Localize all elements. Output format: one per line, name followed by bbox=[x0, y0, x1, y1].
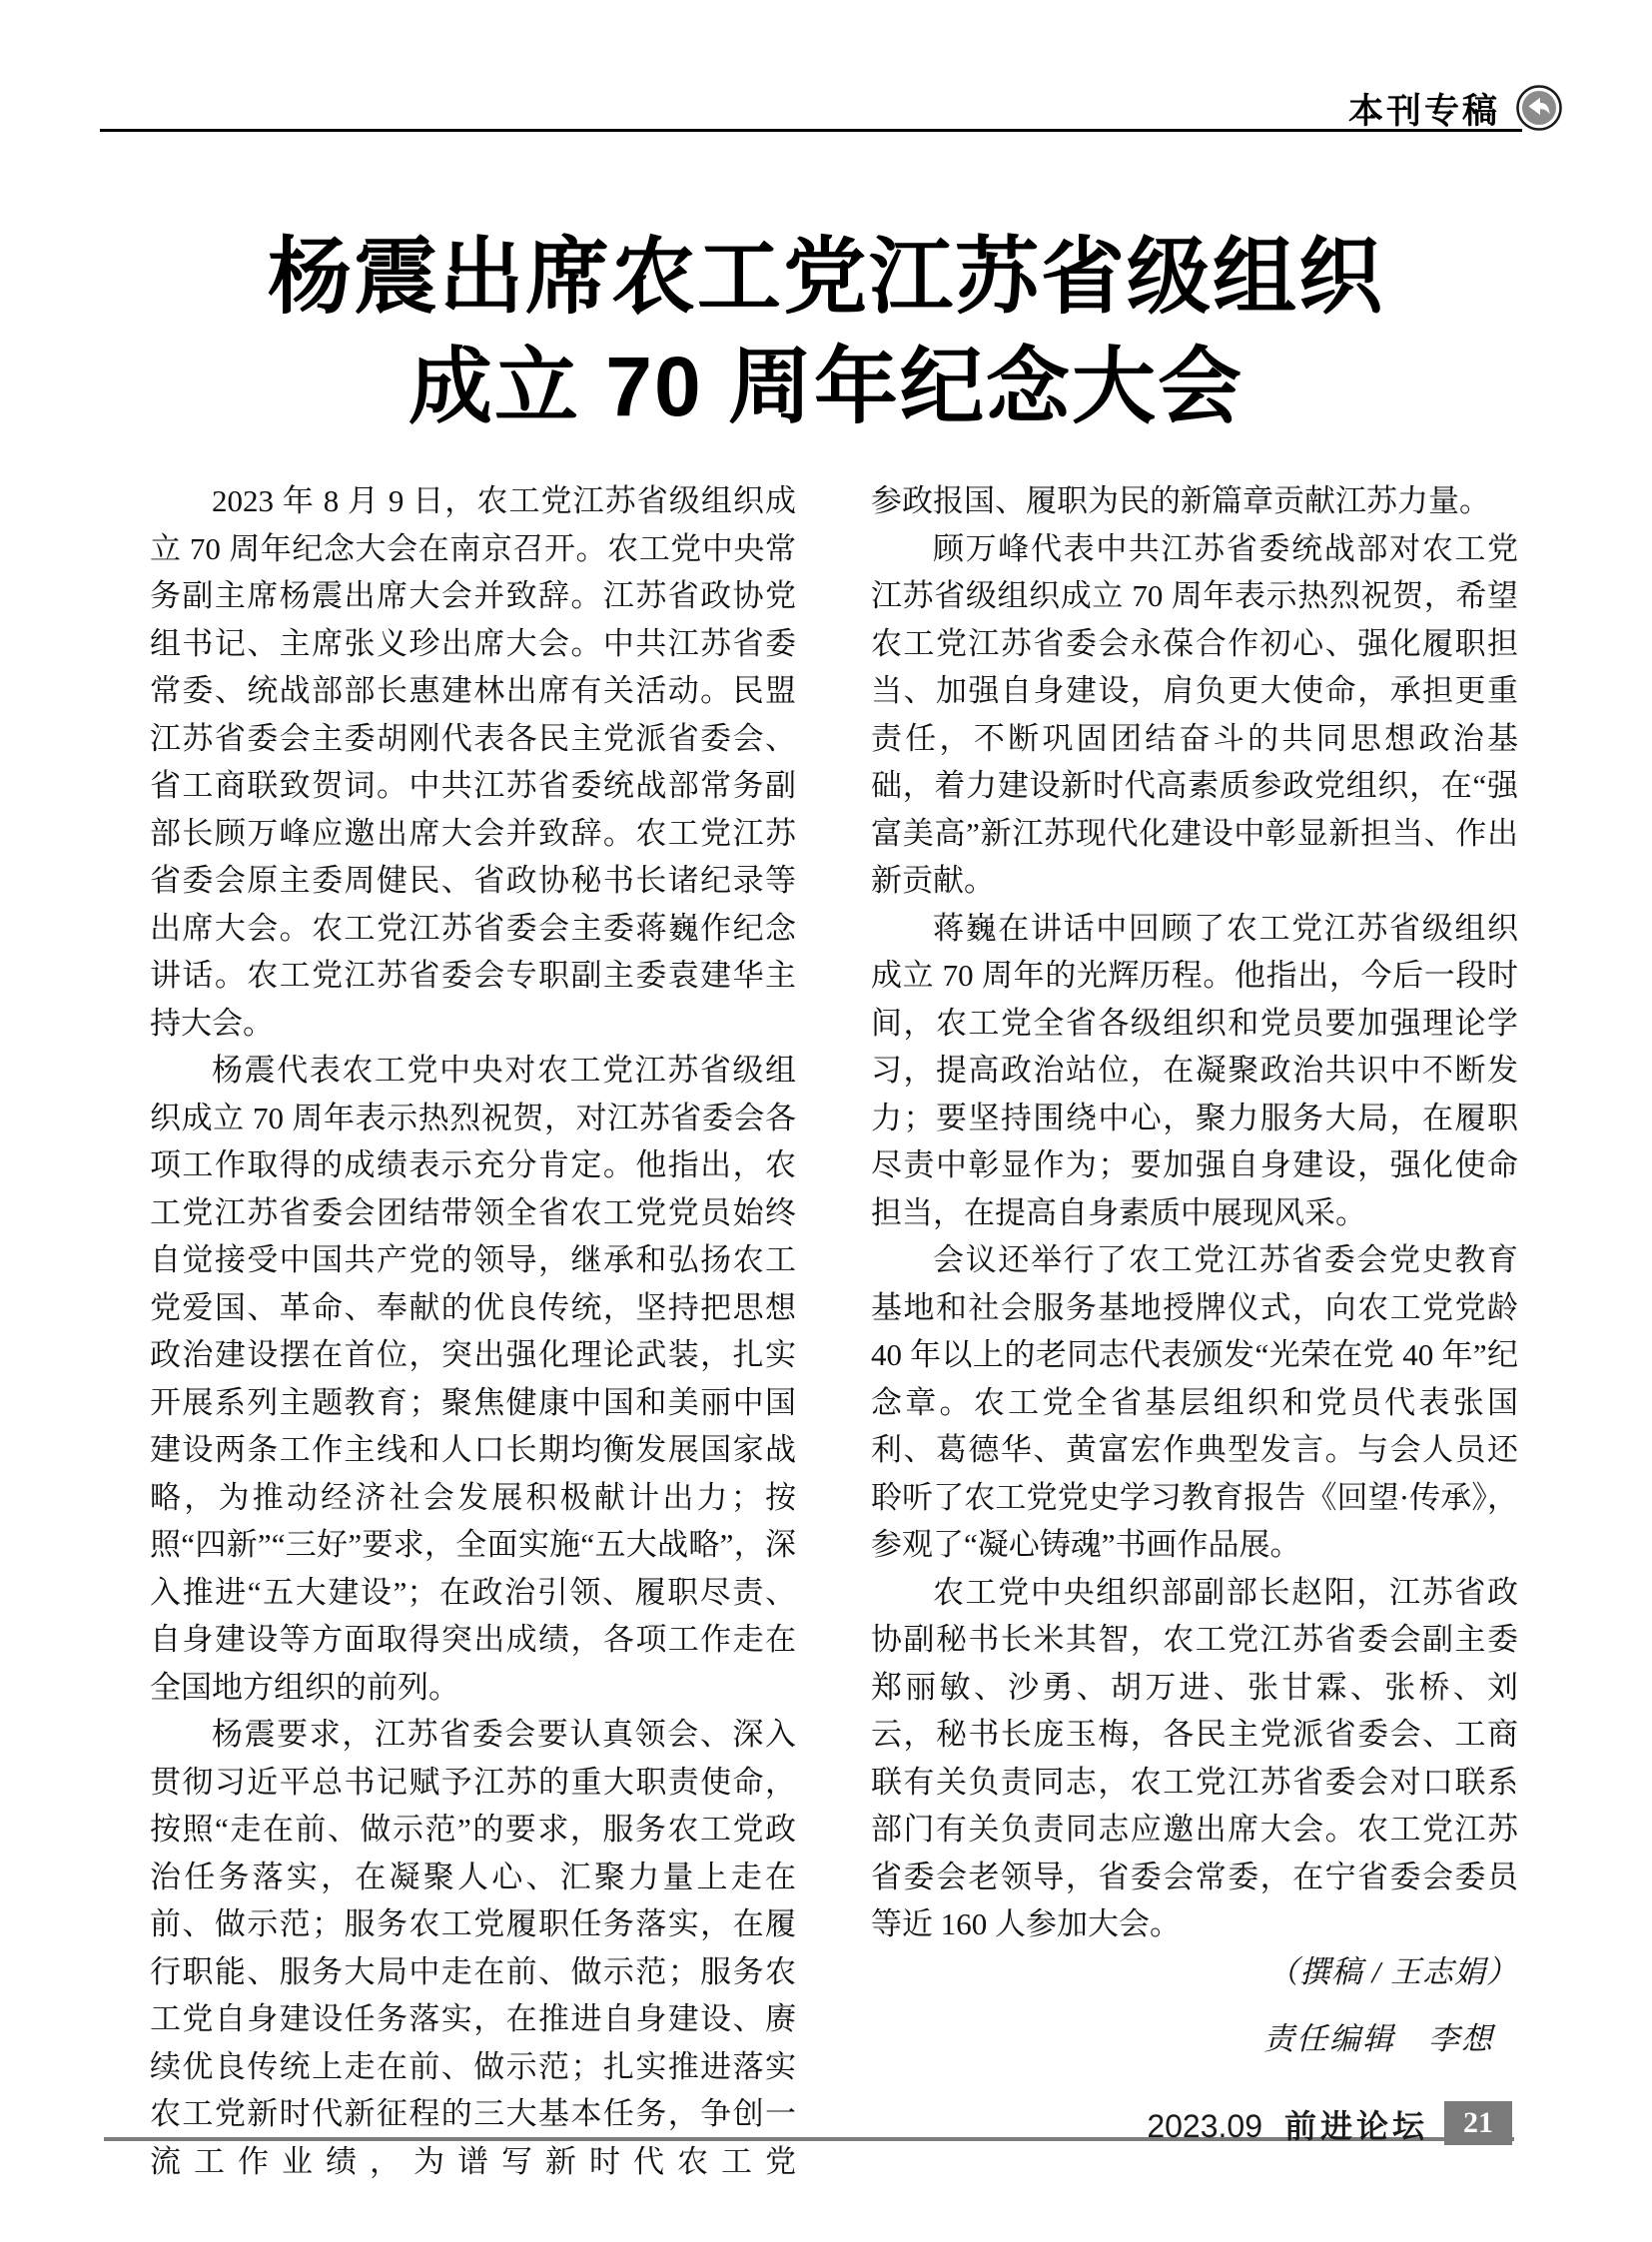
footer-journal-name: 前进论坛 bbox=[1283, 2108, 1428, 2144]
paragraph-3: 杨震要求，江苏省委会要认真领会、深入贯彻习近平总书记赋予江苏的重大职责使命，按照“走在前、做示范”的要求，服务农工党政治任务落实，在凝聚人心、汇聚力量上走在前、做示范；服务农工党履职任务落实，在履行职能、服务大局中走在前、做示范；服务农工党自身建设任务落实，在推进自身建设、赓续优良传统上走在前、做示范；扎实推进落实农工党新时代新征程的三大基本任务，争创一流工作业绩，为谱写新时代农工党 bbox=[150, 1717, 796, 2179]
section-label: 本刊专稿 bbox=[1347, 92, 1500, 131]
byline: （撰稿 / 王志娟） bbox=[1266, 1953, 1518, 1989]
paragraph-5: 蒋巍在讲话中回顾了农工党江苏省级组织成立 70 周年的光辉历程。他指出，今后一段时间，农工党全省各级组织和党员要加强理论学习，提高政治站位，在凝聚政治共识中不断发力；要坚持围绕中心，聚力服务大局，在履职尽责中彰显作为；要加强自身建设，强化使命担当，在提高自身素质中展现风采。 bbox=[871, 910, 1518, 1230]
responsible-editor: 责任编辑 李想 bbox=[1263, 2021, 1494, 2056]
left-column bbox=[150, 477, 796, 2185]
paragraph-4: 顾万峰代表中共江苏省委统战部对农工党江苏省级组织成立 70 周年表示热烈祝贺，希望农工党江苏省委会永葆合作初心、强化履职担当、加强自身建设，肩负更大使命，承担更重责任，不断巩固团结奋斗的共同思想政治基础，着力建设新时代高素质参政党组织，在“强富美高”新江苏现代化建设中彰显新担当、作出新贡献。 bbox=[871, 530, 1518, 898]
header-rule bbox=[100, 129, 1522, 132]
paragraph-2: 杨震代表农工党中央对农工党江苏省级组织成立 70 周年表示热烈祝贺，对江苏省委会各项工作取得的成绩表示充分肯定。他指出，农工党江苏省委会团结带领全省农工党党员始终自觉接受中国共产党的领导，继承和弘扬农工党爱国、革命、奉献的优良传统，坚持把思想政治建设摆在首位，突出强化理论武装，扎实开展系列主题教育；聚焦健康中国和美丽中国建设两条工作主线和人口长期均衡发展国家战略，为推动经济社会发展积极献计出力；按照“四新”“三好”要求，全面实施“五大战略”，深入推进“五大建设”；在政治引领、履职尽责、自身建设等方面取得突出成绩，各项工作走在全国地方组织的前列。 bbox=[150, 1053, 796, 1705]
article-title-line2: 成立 70 周年纪念大会 bbox=[408, 340, 1244, 433]
paragraph-7: 农工党中央组织部副部长赵阳，江苏省政协副秘书长米其智，农工党江苏省委会副主委郑丽敏、沙勇、胡万进、张甘霖、张桥、刘云，秘书长庞玉梅，各民主党派省委会、工商联有关负责同志，农工党江苏省委会对口联系部门有关负责同志应邀出席大会。农工党江苏省委会老领导，省委会常委，在宁省委会委员等近 160 人参加大会。 bbox=[871, 1574, 1518, 1941]
footer-issue: 2023.09 bbox=[1147, 2108, 1262, 2144]
footer-meta bbox=[1147, 2101, 1428, 2147]
article-title-line1: 杨震出席农工党江苏省级组织 bbox=[267, 230, 1384, 324]
page-number-badge: 21 bbox=[1444, 2101, 1512, 2145]
circled-left-arrow-icon bbox=[1515, 84, 1563, 132]
article-title bbox=[0, 222, 1652, 441]
paragraph-1: 2023 年 8 月 9 日，农工党江苏省级组织成立 70 周年纪念大会在南京召开。农工党中央常务副主席杨震出席大会并致辞。江苏省政协党组书记、主席张义珍出席大会。中共江苏省委常委、统战部部长惠建林出席有关活动。民盟江苏省委会主委胡刚代表各民主党派省委会、省工商联致贺词。中共江苏省委统战部常务副部长顾万峰应邀出席大会并致辞。农工党江苏省委会原主委周健民、省政协秘书长诸纪录等出席大会。农工党江苏省委会主委蒋巍作纪念讲话。农工党江苏省委会专职副主委袁建华主持大会。 bbox=[150, 483, 796, 1041]
right-column bbox=[871, 477, 1518, 1995]
paragraph-3-continued: 参政报国、履职为民的新篇章贡献江苏力量。 bbox=[871, 483, 1490, 518]
paragraph-6: 会议还举行了农工党江苏省委会党史教育基地和社会服务基地授牌仪式，向农工党党龄 40 年以上的老同志代表颁发“光荣在党 40 年”纪念章。农工党全省基层组织和党员代表张国利、葛德华、黄富宏作典型发言。与会人员还聆听了农工党党史学习教育报告《回望·传承》，参观了“凝心铸魂”书画作品展。 bbox=[871, 1242, 1518, 1562]
